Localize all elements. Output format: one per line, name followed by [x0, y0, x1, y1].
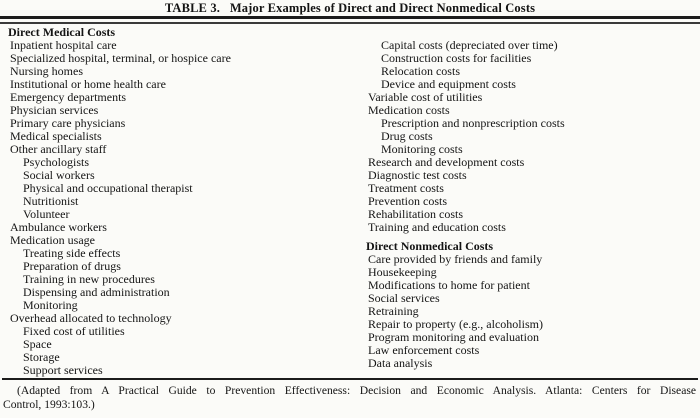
- list-item: Other ancillary staff: [10, 142, 107, 156]
- list-item: Nutritionist: [23, 194, 79, 208]
- list-item: Capital costs (depreciated over time): [381, 38, 558, 52]
- list-item: Fixed cost of utilities: [23, 324, 125, 338]
- list-item: Inpatient hospital care: [10, 38, 117, 52]
- list-item: Preparation of drugs: [23, 259, 121, 273]
- list-item: Support services: [23, 363, 103, 377]
- list-item: Care provided by friends and family: [368, 252, 543, 266]
- list-item: Treatment costs: [368, 181, 444, 195]
- footnote-line-2: Control, 1993:103.): [3, 397, 95, 411]
- bottom-rule: [2, 378, 698, 380]
- list-item: Psychologists: [23, 155, 90, 169]
- list-item: Monitoring: [23, 298, 78, 312]
- list-item: Social services: [368, 291, 440, 305]
- section-header: Direct Medical Costs: [8, 25, 116, 39]
- footnote-line-1: (Adapted from A Practical Guide to Prevention Effectiveness: Decision and Economic Analysis. Atlanta: Centers for Disease: [17, 384, 696, 397]
- list-item: Research and development costs: [368, 155, 525, 169]
- list-item: Housekeeping: [368, 265, 437, 279]
- list-item: Relocation costs: [381, 64, 460, 78]
- list-item: Retraining: [368, 304, 419, 318]
- list-item: Device and equipment costs: [381, 77, 516, 91]
- list-item: Social workers: [23, 168, 95, 182]
- list-item: Space: [23, 337, 52, 351]
- list-item: Primary care physicians: [10, 116, 126, 130]
- list-item: Physician services: [10, 103, 99, 117]
- list-item: Prevention costs: [368, 194, 447, 208]
- list-item: Monitoring costs: [381, 142, 463, 156]
- right-column: [366, 26, 696, 370]
- list-item: Physical and occupational therapist: [23, 181, 193, 195]
- title-double-rule: [0, 16, 700, 24]
- list-item: Diagnostic test costs: [368, 168, 467, 182]
- table-title: TABLE 3. Major Examples of Direct and Direct Nonmedical Costs: [164, 1, 536, 15]
- left-column: [8, 26, 366, 377]
- list-item: Institutional or home health care: [10, 77, 166, 91]
- list-item: Repair to property (e.g., alcoholism): [368, 317, 543, 331]
- list-item: Training in new procedures: [23, 272, 155, 286]
- list-item: Emergency departments: [10, 90, 127, 104]
- list-item: Treating side effects: [23, 246, 121, 260]
- list-item: Law enforcement costs: [368, 343, 480, 357]
- list-item: Medication costs: [368, 103, 450, 117]
- list-item: Medication usage: [10, 233, 95, 247]
- list-item: Program monitoring and evaluation: [368, 330, 539, 344]
- list-item: Prescription and nonprescription costs: [381, 116, 565, 130]
- list-item: Volunteer: [23, 207, 70, 221]
- list-item: Ambulance workers: [10, 220, 107, 234]
- list-item: Training and education costs: [368, 220, 506, 234]
- list-item: Rehabilitation costs: [368, 207, 463, 221]
- list-item: Dispensing and administration: [23, 285, 170, 299]
- list-item: Storage: [23, 350, 60, 364]
- list-item: Overhead allocated to technology: [10, 311, 172, 325]
- list-item: Variable cost of utilities: [368, 90, 483, 104]
- section-header: Direct Nonmedical Costs: [366, 239, 494, 253]
- footnote: [3, 384, 696, 411]
- list-item: Nursing homes: [10, 64, 83, 78]
- table-body: [0, 24, 700, 377]
- title-rule-thick: [0, 16, 700, 19]
- list-item: Medical specialists: [10, 129, 102, 143]
- list-item: Drug costs: [381, 129, 433, 143]
- list-item: Construction costs for facilities: [381, 51, 532, 65]
- list-item: Specialized hospital, terminal, or hospice care: [10, 51, 231, 65]
- list-item: Modifications to home for patient: [368, 278, 530, 292]
- list-item: Data analysis: [368, 356, 433, 370]
